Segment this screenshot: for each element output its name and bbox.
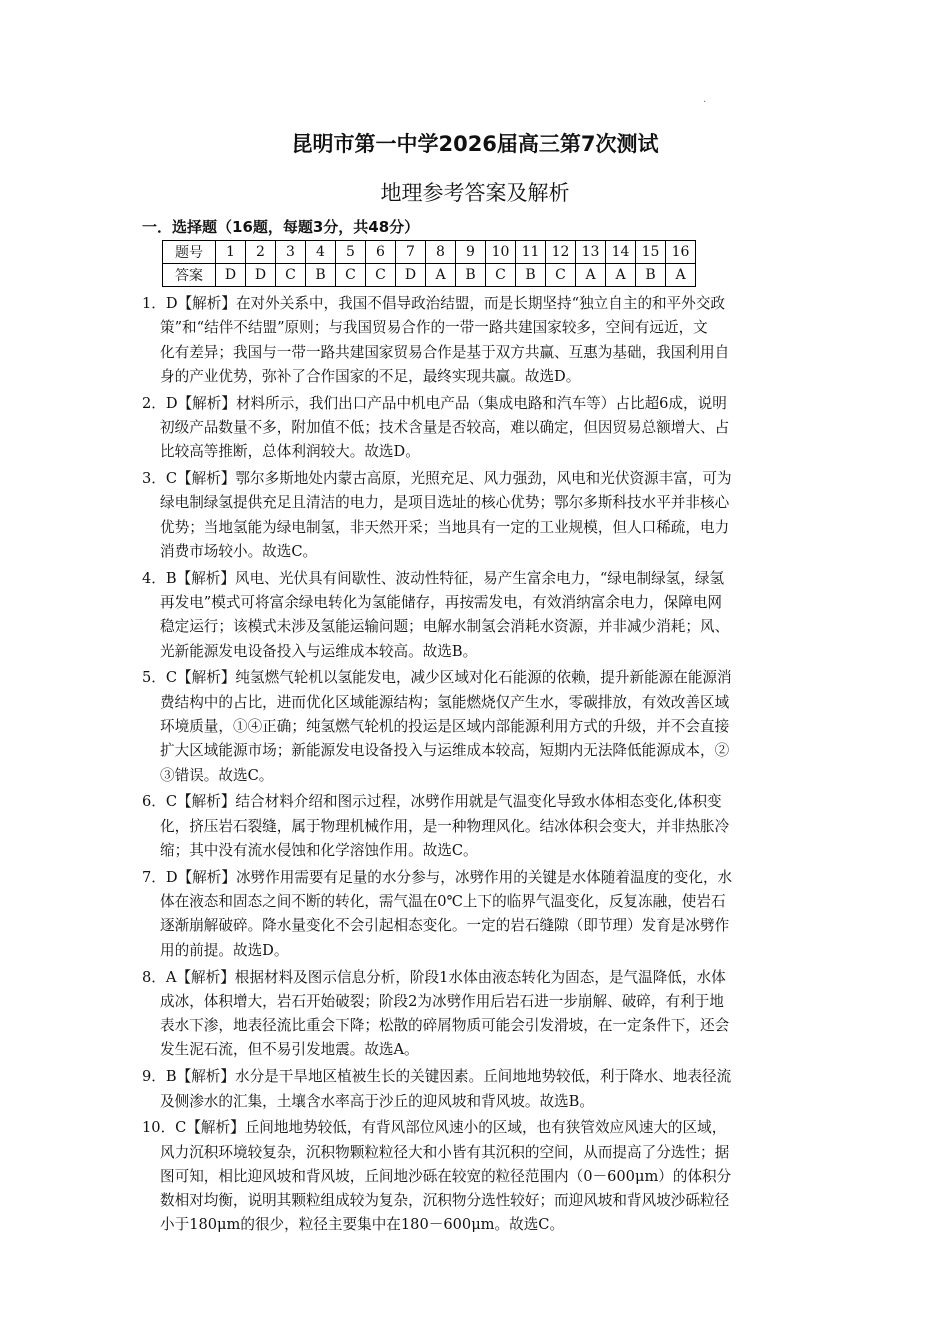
explanation-first-line: 6．C【解析】结合材料介绍和图示过程，冰劈作用就是气温变化导致水体相态变化,体积变 — [142, 793, 722, 811]
answer-cell: D — [216, 264, 246, 287]
explanation-line: 用的前提。故选D。 — [160, 941, 289, 959]
question-number: 10 — [486, 241, 516, 264]
explanation-item — [142, 292, 807, 389]
question-number: 12 — [546, 241, 576, 264]
explanation-line: 扩大区域能源市场；新能源发电设备投入与运维成本较高，短期内无法降低能源成本，② — [160, 742, 730, 760]
explanation-item — [142, 567, 807, 664]
explanation-line: 优势；当地氢能为绿电制氢，非天然开采；当地具有一定的工业规模，但人口稀疏，电力 — [160, 518, 730, 536]
explanation-line: 稳定运行；该模式未涉及氢能运输问题；电解水制氢会消耗水资源，并非减少消耗；风、 — [160, 618, 730, 636]
explanation-line: 绿电制绿氢提供充足且清洁的电力，是项目选址的核心优势；鄂尔多斯科技水平并非核心 — [160, 494, 730, 512]
question-number: 1 — [216, 241, 246, 264]
explanation-line: 化有差异；我国与一带一路共建国家贸易合作是基于双方共赢、互惠为基础，我国利用自 — [160, 343, 730, 361]
answer-table — [162, 240, 696, 287]
answer-table-number-row — [163, 241, 696, 264]
explanation-item — [142, 866, 807, 963]
question-number: 13 — [576, 241, 606, 264]
answer-cell: A — [576, 264, 606, 287]
explanation-first-line: 2．D【解析】材料所示，我们出口产品中机电产品（集成电路和汽车等）占比超6成，说明 — [142, 394, 727, 412]
explanation-item — [142, 1065, 807, 1114]
answer-cell: B — [516, 264, 546, 287]
explanation-first-line: 4．B【解析】风电、光伏具有间歇性、波动性特征，易产生富余电力，“绿电制绿氢，绿氢 — [142, 569, 725, 587]
explanation-line: 化，挤压岩石裂缝，属于物理机械作用，是一种物理风化。结冰体积会变大，并非热胀冷 — [160, 817, 730, 835]
explanation-item — [142, 1116, 807, 1237]
explanation-line: 策”和“结伴不结盟”原则；与我国贸易合作的一带一路共建国家较多，空间有远近，文 — [160, 319, 708, 337]
explanation-first-line: 7．D【解析】冰劈作用需要有足量的水分参与，冰劈作用的关键是水体随着温度的变化，水 — [142, 868, 733, 886]
answer-row-label: 答案 — [163, 264, 216, 287]
explanation-line: 成冰，体积增大，岩石开始破裂；阶段2为冰劈作用后岩石进一步崩解、破碎，有利于地 — [160, 992, 724, 1010]
answer-cell: C — [486, 264, 516, 287]
answer-cell: D — [246, 264, 276, 287]
section-heading: 一．选择题（16题，每题3分，共48分） — [142, 218, 420, 236]
explanation-list — [142, 292, 807, 1240]
answer-cell: C — [276, 264, 306, 287]
explanation-line: ③错误。故选C。 — [160, 766, 274, 784]
question-number: 14 — [606, 241, 636, 264]
answer-cell: A — [606, 264, 636, 287]
explanation-line: 及侧渗水的汇集，土壤含水率高于沙丘的迎风坡和背风坡。故选B。 — [160, 1092, 594, 1110]
question-number: 3 — [276, 241, 306, 264]
question-number: 9 — [456, 241, 486, 264]
explanation-item — [142, 790, 807, 863]
explanation-line: 图可知，相比迎风坡和背风坡，丘间地沙砾在较宽的粒径范围内（0－600μm）的体积分 — [160, 1167, 732, 1185]
explanation-item — [142, 966, 807, 1063]
explanation-line: 光新能源发电设备投入与运维成本较高。故选B。 — [160, 642, 478, 660]
answer-cell: C — [546, 264, 576, 287]
explanation-first-line: 8．A【解析】根据材料及图示信息分析，阶段1水体由液态转化为固态，是气温降低，水体 — [142, 968, 726, 986]
answer-cell: C — [336, 264, 366, 287]
answer-table-answer-row — [163, 264, 696, 287]
explanation-line: 再发电”模式可将富余绿电转化为氢能储存，再按需发电，有效消纳富余电力，保障电网 — [160, 594, 723, 612]
explanation-line: 费结构中的占比，进而优化区域能源结构；氢能燃烧仅产生水，零碳排放，有效改善区域 — [160, 693, 730, 711]
explanation-line: 身的产业优势，弥补了合作国家的不足，最终实现共赢。故选D。 — [160, 367, 581, 385]
explanation-line: 体在液态和固态之间不断的转化，需气温在0℃上下的临界气温变化，反复冻融，使岩石 — [160, 893, 726, 911]
explanation-item — [142, 666, 807, 787]
question-number: 2 — [246, 241, 276, 264]
explanation-line: 缩；其中没有流水侵蚀和化学溶蚀作用。故选C。 — [160, 842, 478, 860]
question-number: 8 — [426, 241, 456, 264]
answer-cell: D — [396, 264, 426, 287]
question-number: 16 — [666, 241, 696, 264]
answer-cell: C — [366, 264, 396, 287]
explanation-line: 比较高等推断，总体利润较大。故选D。 — [160, 443, 420, 461]
explanation-line: 风力沉积环境较复杂，沉积物颗粒粒径大和小皆有其沉积的空间，从而提高了分选性；据 — [160, 1143, 730, 1161]
answer-cell: A — [666, 264, 696, 287]
explanation-item — [142, 467, 807, 564]
question-number: 4 — [306, 241, 336, 264]
answer-cell: B — [456, 264, 486, 287]
question-number: 15 — [636, 241, 666, 264]
answer-cell: A — [426, 264, 456, 287]
explanation-first-line: 1．D【解析】在对外关系中，我国不倡导政治结盟，而是长期坚持“独立自主的和平外交政 — [142, 295, 726, 312]
answer-cell: B — [636, 264, 666, 287]
explanation-first-line: 5．C【解析】纯氢燃气轮机以氢能发电，减少区域对化石能源的依赖，提升新能源在能源消 — [142, 669, 732, 687]
document-title: 昆明市第一中学2026届高三第7次测试 — [291, 132, 659, 156]
explanation-first-line: 10．C【解析】丘间地地势较低，有背风部位风速小的区域，也有狭管效应风速大的区域， — [142, 1119, 727, 1137]
question-number: 6 — [366, 241, 396, 264]
explanation-item — [142, 392, 807, 465]
explanation-line: 发生泥石流，但不易引发地震。故选A。 — [160, 1041, 419, 1059]
header-mark: . — [703, 94, 707, 105]
question-number: 11 — [516, 241, 546, 264]
explanation-line: 初级产品数量不多，附加值不低；技术含量是否较高，难以确定，但因贸易总额增大、占 — [160, 418, 730, 436]
number-row-label: 题号 — [163, 241, 216, 264]
explanation-line: 数相对均衡，说明其颗粒组成较为复杂，沉积物分选性较好；而迎风坡和背风坡沙砾粒径 — [160, 1192, 730, 1210]
explanation-line: 环境质量，①④正确；纯氢燃气轮机的投运是区域内部能源利用方式的升级，并不会直接 — [160, 718, 730, 736]
explanation-first-line: 9．B【解析】水分是干旱地区植被生长的关键因素。丘间地地势较低，利于降水、地表径流 — [142, 1068, 732, 1086]
answer-cell: B — [306, 264, 336, 287]
explanation-line: 小于180μm的很少，粒径主要集中在180－600μm。故选C。 — [160, 1216, 565, 1234]
explanation-first-line: 3．C【解析】鄂尔多斯地处内蒙古高原，光照充足、风力强劲，风电和光伏资源丰富，可为 — [142, 470, 732, 488]
document-subtitle: 地理参考答案及解析 — [380, 181, 570, 205]
explanation-line: 消费市场较小。故选C。 — [160, 542, 318, 560]
explanation-line: 逐渐崩解破碎。降水量变化不会引起相态变化。一定的岩石缝隙（即节理）发育是冰劈作 — [160, 917, 730, 935]
question-number: 5 — [336, 241, 366, 264]
question-number: 7 — [396, 241, 426, 264]
explanation-line: 表水下渗，地表径流比重会下降；松散的碎屑物质可能会引发滑坡，在一定条件下，还会 — [160, 1017, 730, 1035]
